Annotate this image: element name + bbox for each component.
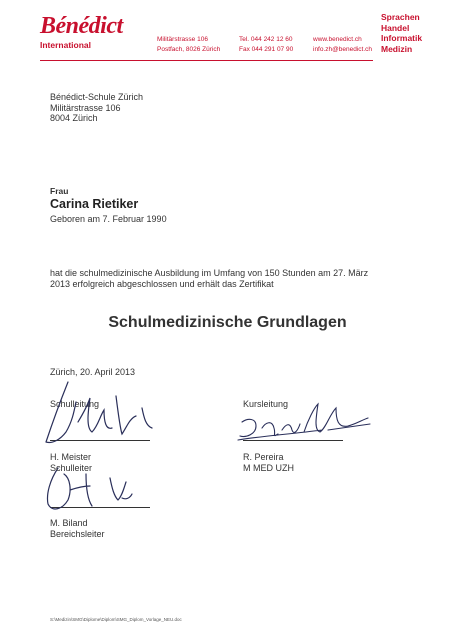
header-web xyxy=(313,35,372,55)
logo-text: Bénédict xyxy=(40,13,123,39)
address-line: Militärstrasse 106 xyxy=(157,36,208,43)
birth-date: Geboren am 7. Februar 1990 xyxy=(50,214,167,224)
left-signature-role: Schulleitung xyxy=(50,399,100,409)
salutation: Frau xyxy=(50,186,69,196)
bottom-signer xyxy=(50,518,105,539)
file-path-footer: S:\Medizin\SMG\Diplome\Diplom\SMG_Diplom_Vorlage_NEU.doc xyxy=(50,617,182,622)
bottom-signer-title: Bereichsleiter xyxy=(50,528,105,539)
subject-item: Handel xyxy=(381,22,410,33)
subject-item: Medizin xyxy=(381,43,413,54)
web-line: www.benedict.ch xyxy=(313,36,362,43)
statement-line: 2013 erfolgreich abgeschlossen und erhält das Zertifikat xyxy=(50,278,274,289)
subject-item: Sprachen xyxy=(381,12,420,22)
school-address-line: 8004 Zürich xyxy=(50,113,98,123)
school-address xyxy=(50,92,143,124)
fax-line: Fax 044 291 07 90 xyxy=(239,46,294,53)
header-address xyxy=(157,35,220,55)
school-address-line: Bénédict-Schule Zürich xyxy=(50,92,144,102)
left-signer xyxy=(50,452,92,473)
right-signer xyxy=(243,452,294,473)
statement-line: hat die schulmedizinische Ausbildung im Umfang von 150 Stunden am 27. März xyxy=(50,268,369,278)
certificate-title: Schulmedizinische Grundlagen xyxy=(108,314,347,331)
right-signature-role: Kursleitung xyxy=(243,399,289,409)
school-address-line: Militärstrasse 106 xyxy=(50,102,121,113)
subject-list xyxy=(381,12,422,54)
statement xyxy=(50,268,368,289)
left-signer-name: H. Meister xyxy=(50,452,92,462)
phone-line: Tel. 044 242 12 60 xyxy=(239,36,293,43)
left-signer-title: Schulleiter xyxy=(50,462,93,473)
logo-subtitle: International xyxy=(40,40,92,50)
subject-item: Informatik xyxy=(381,33,423,43)
place-date: Zürich, 20. April 2013 xyxy=(50,367,136,377)
email-line: info.zh@benedict.ch xyxy=(313,46,372,53)
signature-pereira xyxy=(232,400,372,455)
right-signer-name: R. Pereira xyxy=(243,452,284,462)
bottom-signer-name: M. Biland xyxy=(50,518,88,528)
signature-meister xyxy=(38,372,158,452)
header-phone xyxy=(239,35,293,55)
address-line: Postfach, 8026 Zürich xyxy=(157,46,221,53)
header-rule xyxy=(40,60,373,61)
right-signer-title: M MED UZH xyxy=(243,462,294,473)
person-name: Carina Rietiker xyxy=(50,197,139,211)
